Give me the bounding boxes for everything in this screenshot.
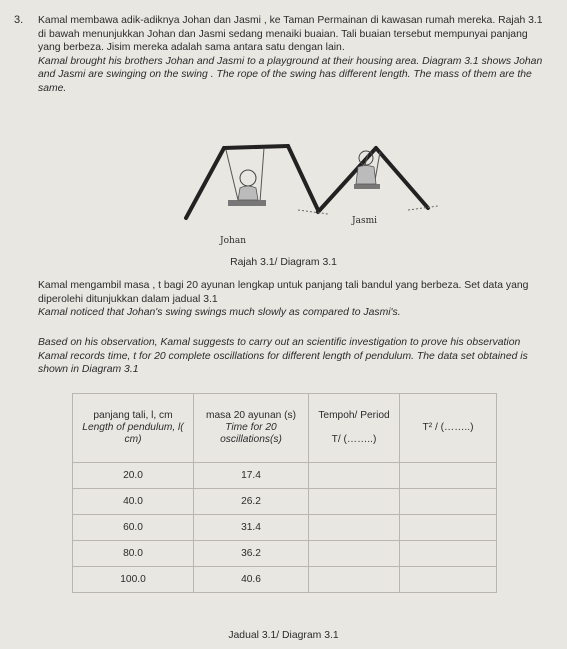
cell-period-squared[interactable] [400, 463, 497, 489]
label-jasmi: Jasmi [352, 216, 378, 226]
figure-caption: Rajah 3.1/ Diagram 3.1 [230, 257, 337, 268]
table-row [73, 567, 497, 593]
question-number: 3. [14, 14, 24, 26]
cell-period-squared[interactable] [400, 515, 497, 541]
table-row [73, 463, 497, 489]
header-period-squared: T² / (……..) [400, 394, 497, 463]
cell-length: 20.0 [73, 463, 194, 489]
table-row [73, 541, 497, 567]
cell-time: 31.4 [194, 515, 309, 541]
table-row [73, 489, 497, 515]
table-header-row [73, 394, 497, 463]
procedure-english: Kamal noticed that Johan's swing swings much slowly as compared to Jasmi's. [38, 307, 401, 319]
swing-diagram [168, 140, 448, 252]
header-time: masa 20 ayunan (s) Time for 20 oscillations(s) [194, 394, 309, 463]
data-table [72, 393, 497, 593]
cell-period[interactable] [309, 515, 400, 541]
procedure-malay: Kamal mengambil masa , t bagi 20 ayunan lengkap untuk panjang tali bandul yang berbeza. Set data yang diperolehi ditunjukkan dalam jadual 3.1 [38, 280, 529, 305]
cell-time: 26.2 [194, 489, 309, 515]
label-johan: Johan [220, 236, 246, 246]
cell-time: 17.4 [194, 463, 309, 489]
cell-time: 36.2 [194, 541, 309, 567]
observation-paragraph: Based on his observation, Kamal suggests to carry out an scientific investigation to prove his observation Kamal records time, t for 20 complete oscillations for different length of pendulum. The data set obtained is shown in Diagram 3.1 [38, 337, 528, 376]
cell-time: 40.6 [194, 567, 309, 593]
cell-length: 60.0 [73, 515, 194, 541]
cell-length: 40.0 [73, 489, 194, 515]
cell-period[interactable] [309, 567, 400, 593]
swing-illustration [168, 140, 448, 252]
table-caption: Jadual 3.1/ Diagram 3.1 [228, 630, 339, 641]
table-row [73, 515, 497, 541]
cell-period[interactable] [309, 541, 400, 567]
intro-malay: Kamal membawa adik-adiknya Johan dan Jasmi , ke Taman Permainan di kawasan rumah mereka. Rajah 3.1 di bawah menunjukkan Johan dan Jasmi sedang menaiki buaian. Tali buaian tersebut mempunyai panjang yang berbeza. Jisim mereka adalah sama antara satu dengan lain. [38, 15, 543, 54]
cell-period-squared[interactable] [400, 489, 497, 515]
procedure-paragraph [38, 279, 550, 320]
cell-length: 100.0 [73, 567, 194, 593]
cell-period[interactable] [309, 489, 400, 515]
cell-period-squared[interactable] [400, 567, 497, 593]
intro-paragraph [38, 14, 550, 96]
cell-length: 80.0 [73, 541, 194, 567]
header-length: panjang tali, l, cm Length of pendulum, l( cm) [73, 394, 194, 463]
intro-english: Kamal brought his brothers Johan and Jasmi to a playground at their housing area. Diagram 3.1 shows Johan and Jasmi are swinging on the swing . The rope of the swing has different length. The mass of them are the same. [38, 55, 543, 94]
cell-period-squared[interactable] [400, 541, 497, 567]
header-period: Tempoh/ Period T/ (……..) [309, 394, 400, 463]
cell-period[interactable] [309, 463, 400, 489]
